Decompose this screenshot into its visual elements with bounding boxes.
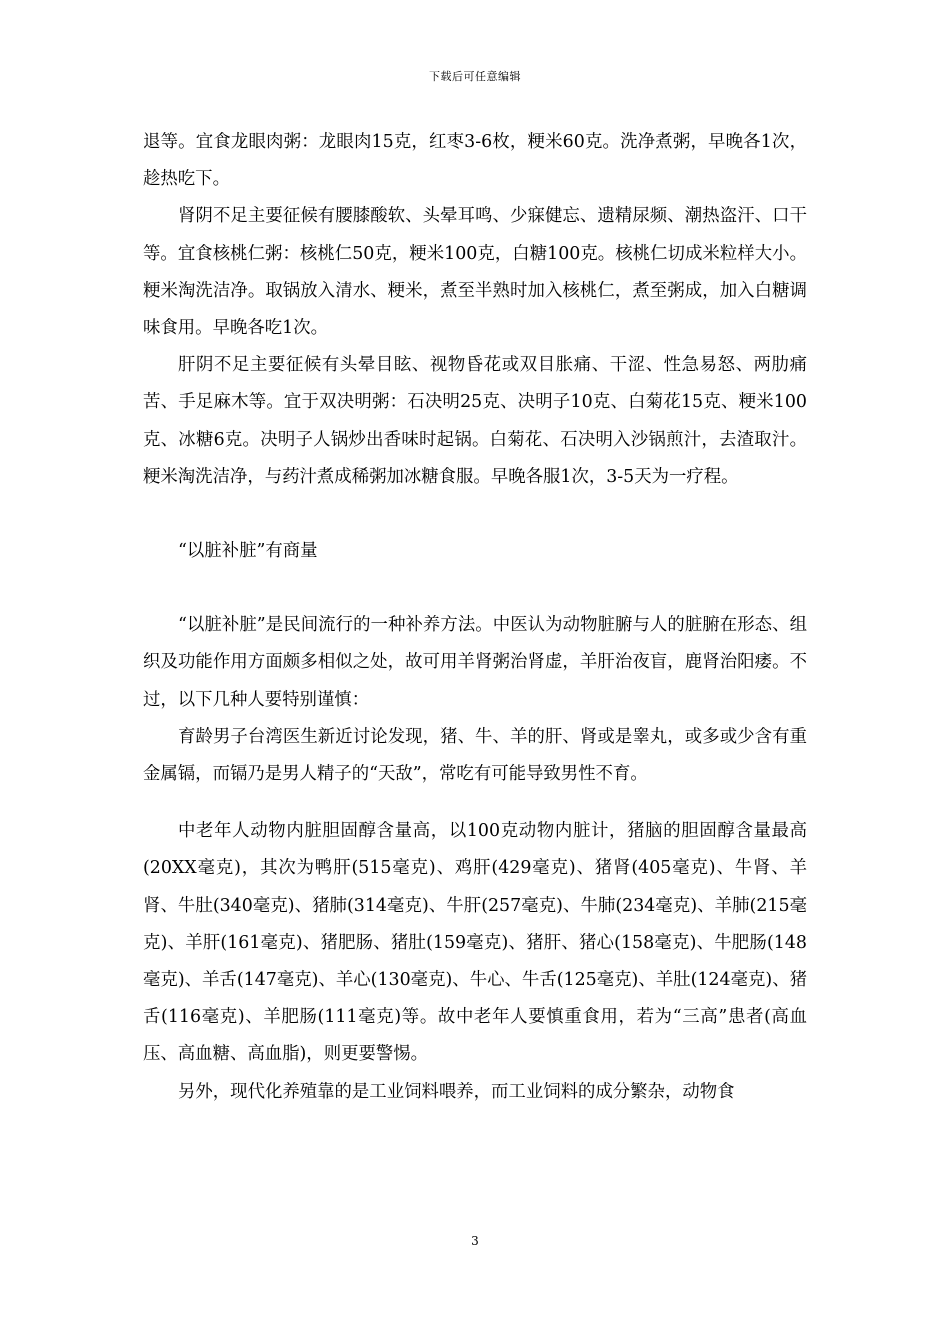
paragraph-fertile-men: 育龄男子台湾医生新近讨论发现，猪、牛、羊的肝、肾或是睾丸，或多或少含有重金属镉，而镉乃是男人精子的“天敌”，常吃有可能导致男性不育。 [143,726,807,785]
page-header: 下载后可任意编辑 [429,70,521,83]
section-heading: “以脏补脏”有商量 [178,541,318,562]
spacer [143,793,807,813]
paragraph-kidney-yin: 肾阴不足主要征候有腰膝酸软、头晕耳鸣、少寐健忘、遗精尿频、潮热盗汗、口干等。宜食核桃仁粥：核桃仁50克，粳米100克，白糖100克。核桃仁切成米粒样大小。粳米淘洗洁净。取锅放入清水、粳米，煮至半熟时加入核桃仁，煮至粥成，加入白糖调味食用。早晚各吃1次。 [143,206,807,339]
paragraph-elderly-cholesterol: 中老年人动物内脏胆固醇含量高，以100克动物内脏计，猪脑的胆固醇含量最高(20XX毫克)，其次为鸭肝(515毫克)、鸡肝(429毫克)、猪肾(405毫克)、牛肾、羊肾、牛肚(340毫克)、猪肺(314毫克)、牛肝(257毫克)、牛肺(234毫克)、羊肺(215毫克)、羊肝(161毫克)、猪肥肠、猪肚(159毫克)、猪肝、猪心(158毫克)、牛肥肠(148毫克)、羊舌(147毫克)、羊心(130毫克)、牛心、牛舌(125毫克)、羊肚(124毫克)、猪舌(116毫克)、羊肥肠(111毫克)等。故中老年人要慎重食用，若为“三高”患者(高血压、高血糖、高血脂)，则更要警惕。 [143,821,807,1065]
document-body [143,124,807,1111]
spacer [143,496,807,533]
paragraph-industrial-feed: 另外，现代化养殖靠的是工业饲料喂养，而工业饲料的成分繁杂，动物食 [178,1081,735,1102]
paragraph-organ-tonic: “以脏补脏”是民间流行的一种补养方法。中医认为动物脏腑与人的脏腑在形态、组织及功能作用方面颇多相似之处，故可用羊肾粥治肾虚，羊肝治夜盲，鹿肾治阳痿。不过，以下几种人要特别谨慎： [143,615,807,710]
paragraph-longan-porridge: 退等。宜食龙眼肉粥：龙眼肉15克，红枣3-6枚，粳米60克。洗净煮粥，早晚各1次，趁热吃下。 [143,132,807,190]
paragraph-liver-yin: 肝阴不足主要征候有头晕目眩、视物昏花或双目胀痛、干涩、性急易怒、两肋痛苦、手足麻木等。宜于双决明粥：石决明25克、决明子10克、白菊花15克、粳米100克、冰糖6克。决明子人锅炒出香味时起锅。白菊花、石决明入沙锅煎汁，去渣取汁。粳米淘洗洁净，与药汁煮成稀粥加冰糖食服。早晚各服1次，3-5天为一疗程。 [143,355,807,487]
page-number: 3 [471,1234,479,1248]
spacer [143,570,807,607]
